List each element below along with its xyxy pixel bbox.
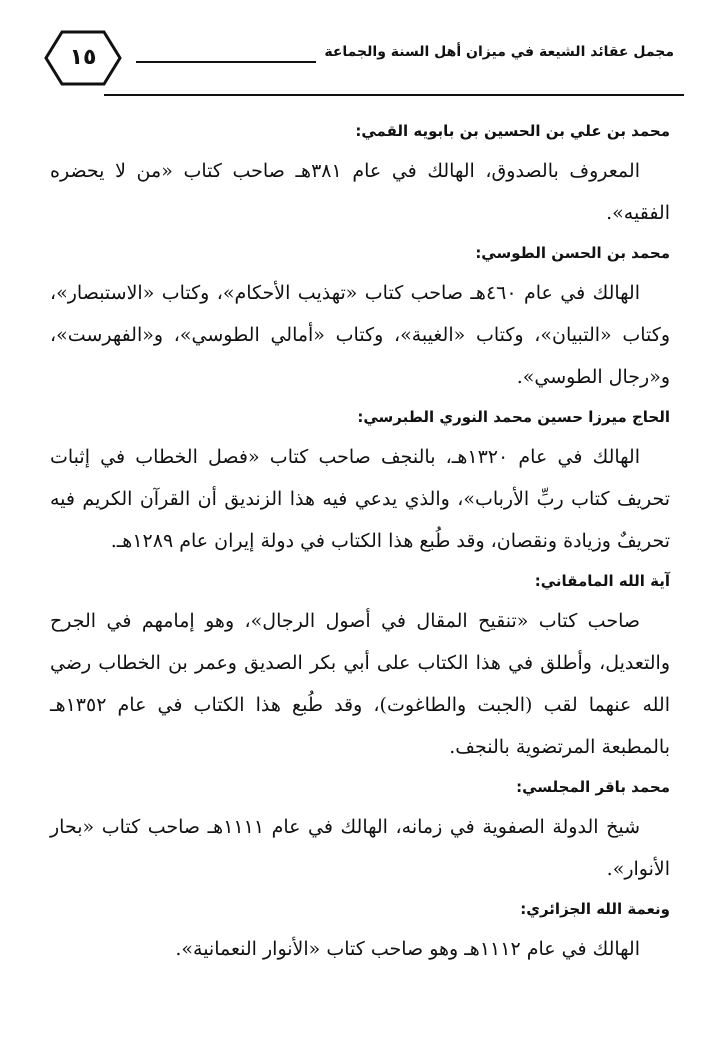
section-paragraph: الهالك في عام ١٣٢٠هـ، بالنجف صاحب كتاب «فصل الخطاب في إثبات تحريف كتاب ربِّ الأرباب»، والذي يدعي فيه هذا الزنديق أن القرآن الكريم فيه تحريفٌ وزيادة ونقصان، وقد طُبع هذا الكتاب في دولة إيران عام ١٢٨٩هـ.: [50, 446, 670, 552]
section: [50, 562, 670, 768]
section-heading: ونعمة الله الجزائري:: [520, 900, 670, 918]
section: [50, 112, 670, 234]
section-heading: محمد باقر المجلسي:: [516, 778, 670, 796]
header-dash: [136, 61, 316, 63]
page-body: [50, 112, 670, 970]
section-heading: محمد بن الحسن الطوسي:: [475, 244, 670, 262]
section-heading: محمد بن علي بن الحسين بن بابويه القمي:: [355, 122, 670, 140]
section: [50, 768, 670, 890]
page-number-badge: [44, 30, 122, 86]
section: [50, 890, 670, 970]
section-paragraph: شيخ الدولة الصفوية في زمانه، الهالك في عام ١١١١هـ صاحب كتاب «بحار الأنوار».: [50, 816, 670, 880]
page-header: [44, 28, 684, 96]
page-number: ١٥: [69, 45, 97, 70]
running-title: مجمل عقائد الشيعة في ميزان أهل السنة والجماعة: [324, 44, 674, 60]
section-paragraph: الهالك في عام ٤٦٠هـ صاحب كتاب «تهذيب الأحكام»، وكتاب «الاستبصار»، وكتاب «التبيان»، وكتاب «الغيبة»، وكتاب «أمالي الطوسي»، و«الفهرست»، و«رجال الطوسي».: [50, 282, 670, 388]
section: [50, 398, 670, 562]
header-rule: [104, 94, 684, 96]
section-heading: آية الله المامقاني:: [534, 572, 670, 590]
section-paragraph: المعروف بالصدوق، الهالك في عام ٣٨١هـ صاحب كتاب «من لا يحضره الفقيه».: [50, 160, 670, 224]
section-paragraph: الهالك في عام ١١١٢هـ وهو صاحب كتاب «الأنوار النعمانية».: [175, 938, 640, 960]
section-heading: الحاج ميرزا حسين محمد النوري الطبرسي:: [357, 408, 670, 426]
section-paragraph: صاحب كتاب «تنقيح المقال في أصول الرجال»، وهو إمامهم في الجرح والتعديل، وأطلق في هذا الكتاب على أبي بكر الصديق وعمر بن الخطاب رضي الله عنهما لقب (الجبت والطاغوت)، وقد طُبع هذا الكتاب في عام ١٣٥٢هـ بالمطبعة المرتضوية بالنجف.: [50, 610, 670, 758]
section: [50, 234, 670, 398]
